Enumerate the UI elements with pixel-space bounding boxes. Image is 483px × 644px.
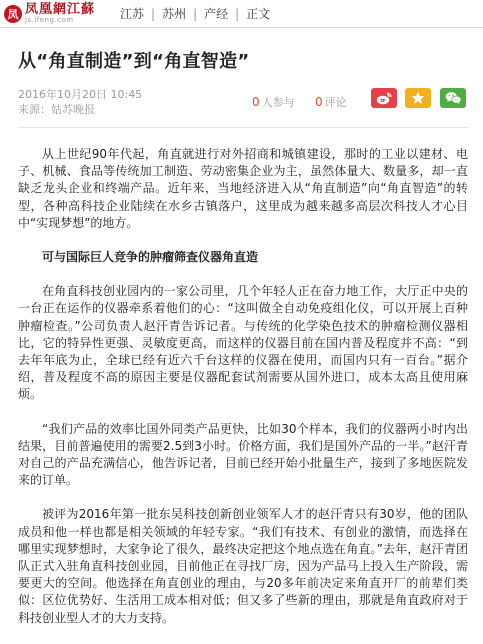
share-weibo-button[interactable]: [371, 88, 397, 108]
star-icon: [411, 91, 425, 105]
article-meta: [0, 87, 483, 139]
breadcrumb-separator: |: [193, 6, 198, 21]
phoenix-logo-icon: 凤: [4, 5, 22, 23]
comments-label: 评论: [324, 96, 347, 109]
article-title: 从“角直制造”到“角直智造”: [18, 51, 250, 72]
breadcrumb: [120, 5, 270, 22]
breadcrumb-suzhou[interactable]: 苏州: [162, 7, 187, 21]
brand-name: 凤凰網江蘇: [25, 2, 96, 17]
breadcrumb-industry[interactable]: 产经: [204, 7, 229, 21]
weibo-icon: [376, 92, 392, 105]
share-qzone-button[interactable]: [405, 88, 431, 108]
section-heading: 可与国际巨人竞争的肿瘤筛查仪器角直造: [42, 250, 259, 265]
breadcrumb-separator: |: [235, 6, 240, 21]
paragraph-2: 在角直科技创业园内的一家公司里，几个年轻人正在奋力地工作，大厅正中央的一台正在运作的仪器牵系着他们的心：“这叫做全自动免疫组化仪，可以开展上百种肿瘤检查。”公司负责人赵汗青告诉记者。与传统的化学染色技术的肿瘤检测仪器相比，它的特异性更强、灵敏度更高，而这样的仪器目前在国内普及程度并不高：“到去年年底为止，全球已经有近六千台这样的仪器在使用，而国内只有一百台。”据介绍，普及程度不高的原因主要是仪器配套试剂需要从国外进口，成本太高且使用麻烦。: [18, 284, 468, 402]
article-body: [18, 146, 468, 644]
comments-number: 0: [315, 95, 323, 109]
meta-divider: [18, 127, 469, 128]
participants-number: 0: [252, 95, 260, 109]
paragraph-4: 被评为2016年第一批东吴科技创新创业领军人才的赵汗青只有30岁，他的团队成员和他一样也都是相关领域的年轻专家。“我们有技术、有创业的激情，而选择在哪里实现梦想时，大家争论了很久，最终决定把这个地点选在角直。”去年，赵汗青团队正式入驻角直科技创业园，目前他正在寻找厂房，因为产品马上投入生产阶段，需要更大的空间。他选择在角直创业的理由，与20多年前决定来角直开厂的前辈们类似：区位优势好、生活用工成本相对低；但又多了些新的理由，那就是角直政府对于科技创业型人才的大力支持。: [18, 507, 468, 625]
article-source: [18, 102, 142, 117]
share-wechat-button[interactable]: [440, 88, 466, 108]
paragraph-3: “我们产品的效率比国外同类产品更快，比如30个样本，我们的仪器两小时内出结果，目前普遍使用的需要2.5到3小时。价格方面，我们是国外产品的一半。”赵汗青对自己的产品充满信心，他告诉记者，目前已经开始小批量生产，接到了多地医院发来的订单。: [18, 421, 468, 488]
site-logo[interactable]: [4, 3, 108, 25]
breadcrumb-current: 正文: [246, 7, 271, 21]
top-bar: [0, 0, 483, 28]
comments-count[interactable]: [315, 94, 347, 110]
brand-url: js.ifeng.com: [25, 16, 74, 24]
wechat-icon: [445, 91, 462, 105]
source-label: 来源：: [18, 103, 51, 116]
breadcrumb-jiangsu[interactable]: 江苏: [120, 7, 145, 21]
breadcrumb-separator: |: [151, 6, 156, 21]
publish-date: 2016年10月20日 10:45: [18, 88, 143, 101]
participants-count[interactable]: [252, 94, 295, 110]
source-link[interactable]: 姑苏晚报: [51, 103, 95, 116]
participants-label: 人参与: [261, 96, 295, 109]
paragraph-1: 从上世纪90年代起，角直就进行对外招商和城镇建设，那时的工业以建材、电子、机械、食品等传统加工制造、劳动密集企业为主，虽然体量大、数量多，却一直缺乏龙头企业和终端产品。近年来，当地经济进入从“角直制造”向“角直智造”的转型，各种高科技企业陆续在水乡古镇落户，这里成为越来越多高层次科技人才心目中“实现梦想”的地方。: [18, 147, 468, 230]
